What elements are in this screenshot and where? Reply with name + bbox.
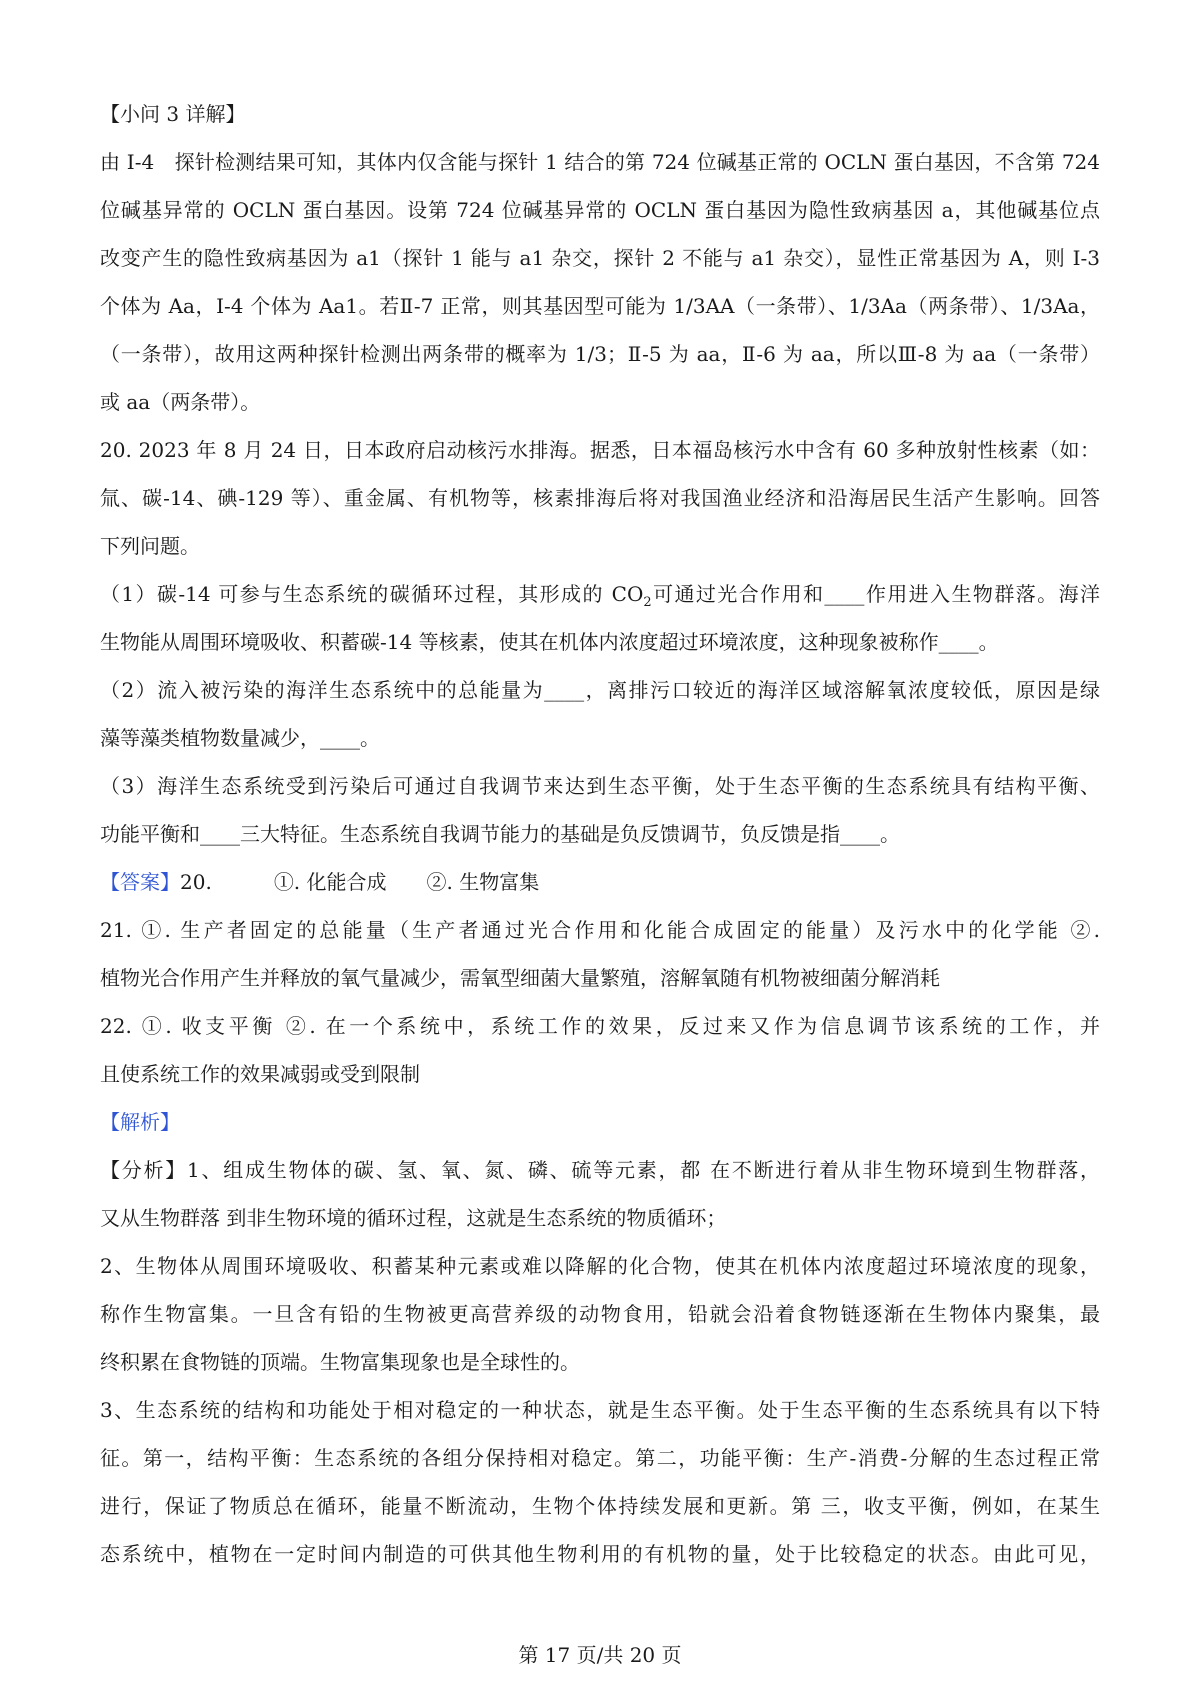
co2-subscript: 2 [643,595,652,610]
question-part-3: （3）海洋生态系统受到污染后可通过自我调节来达到生态平衡，处于生态平衡的生态系统具有结构平衡、 [100,774,1100,798]
paragraph-line: 个体为 Aa，I-4 个体为 Aa1。若Ⅱ-7 正常，则其基因型可能为 1/3AA（一条带）、1/3Aa（两条带）、1/3Aa， [100,294,1100,318]
answer-number: 22. [100,1014,132,1038]
analysis-line: 又从生物群落 到非生物环境的循环过程，这就是生态系统的物质循环； [100,1206,727,1230]
analysis-line: 3、生态系统的结构和功能处于相对稳定的一种状态，就是生态平衡。处于生态平衡的生态系统具有以下特 [100,1398,1100,1422]
answer-item: ②. 在一个系统中，系统工作的效果，反过来又作为信息调节该系统的工作，并 [285,1014,1101,1038]
question-part-1-cont: 生物能从周围环境吸收、积蓄碳-14 等核素，使其在机体内浓度超过环境浓度，这种现象被称作____。 [100,630,999,654]
question-20-line: 20. 2023 年 8 月 24 日，日本政府启动核污水排海。据悉，日本福岛核污水中含有 60 多种放射性核素（如： [100,438,1100,462]
document-page [100,90,1100,1578]
paragraph-line: 或 aa（两条带）。 [100,390,261,414]
subquestion-heading: 【小问 3 详解】 [100,102,246,126]
analysis-line: 征。第一，结构平衡：生态系统的各组分保持相对稳定。第二，功能平衡：生产-消费-分解的生态过程正常 [100,1446,1100,1470]
answer-22 [100,1002,1100,1050]
page-footer: 第 17 页/共 20 页 [518,1643,682,1667]
answer-item: ①. 化能合成 [273,870,387,894]
question-part-2-cont: 藻等藻类植物数量减少，____。 [100,726,380,750]
question-part-3-cont: 功能平衡和____三大特征。生态系统自我调节能力的基础是负反馈调节，负反馈是指____。 [100,822,900,846]
answer-label: 【答案】 [100,870,180,894]
question-20-line: 下列问题。 [100,534,200,558]
answer-item: ①. 收支平衡 [141,1014,276,1038]
analysis-line: 进行，保证了物质总在循环，能量不断流动，生物个体持续发展和更新。第 三，收支平衡，例如，在某生 [100,1494,1100,1518]
answer-22-cont: 且使系统工作的效果减弱或受到限制 [100,1062,420,1086]
paragraph-line: 改变产生的隐性致病基因为 a1（探针 1 能与 a1 杂交，探针 2 不能与 a1 杂交），显性正常基因为 A，则 I-3 [100,246,1100,270]
analysis-line: 2、生物体从周围环境吸收、积蓄某种元素或难以降解的化合物，使其在机体内浓度超过环境浓度的现象， [100,1254,1100,1278]
analysis-text: 1、组成生物体的碳、氢、氧、氮、磷、硫等元素，都 在不断进行着从非生物环境到生物群落， [187,1158,1100,1182]
answer-item: ②. 生物富集 [426,870,540,894]
question-20-line: 氚、碳-14、碘-129 等）、重金属、有机物等，核素排海后将对我国渔业经济和沿海居民生活产生影响。回答 [100,486,1100,510]
analysis-line [100,1146,1100,1194]
analysis-heading: 【解析】 [100,1110,180,1134]
answer-20 [100,858,1100,906]
answer-21-cont: 植物光合作用产生并释放的氧气量减少，需氧型细菌大量繁殖，溶解氧随有机物被细菌分解消耗 [100,966,940,990]
answer-number: 21. [100,918,132,942]
question-part-1-text-a: （1）碳-14 可参与生态系统的碳循环过程，其形成的 CO [100,582,644,606]
answer-item: ②. [1070,918,1100,942]
question-part-2: （2）流入被污染的海洋生态系统中的总能量为____，离排污口较近的海洋区域溶解氧浓度较低，原因是绿 [100,678,1100,702]
paragraph-line: 由 I-4 探针检测结果可知，其体内仅含能与探针 1 结合的第 724 位碱基正常的 OCLN 蛋白基因，不含第 724 [100,150,1100,174]
analysis-line: 终积累在食物链的顶端。生物富集现象也是全球性的。 [100,1350,580,1374]
answer-21 [100,906,1100,954]
analysis-line: 称作生物富集。一旦含有铅的生物被更高营养级的动物食用，铅就会沿着食物链逐渐在生物体内聚集，最 [100,1302,1100,1326]
analysis-label: 【分析】 [100,1158,188,1182]
paragraph-line: （一条带），故用这两种探针检测出两条带的概率为 1/3；Ⅱ-5 为 aa，Ⅱ-6 为 aa，所以Ⅲ-8 为 aa（一条带） [100,342,1100,366]
paragraph-line: 位碱基异常的 OCLN 蛋白基因。设第 724 位碱基异常的 OCLN 蛋白基因为隐性致病基因 a，其他碱基位点 [100,198,1100,222]
answer-item: ①. 生产者固定的总能量（生产者通过光合作用和化能合成固定的能量）及污水中的化学能 [141,918,1061,942]
analysis-line: 态系统中，植物在一定时间内制造的可供其他生物利用的有机物的量，处于比较稳定的状态。由此可见， [100,1542,1100,1566]
question-part-1 [100,570,1100,618]
answer-number: 20. [180,870,212,894]
question-part-1-text-b: 可通过光合作用和____作用进入生物群落。海洋 [651,582,1101,606]
